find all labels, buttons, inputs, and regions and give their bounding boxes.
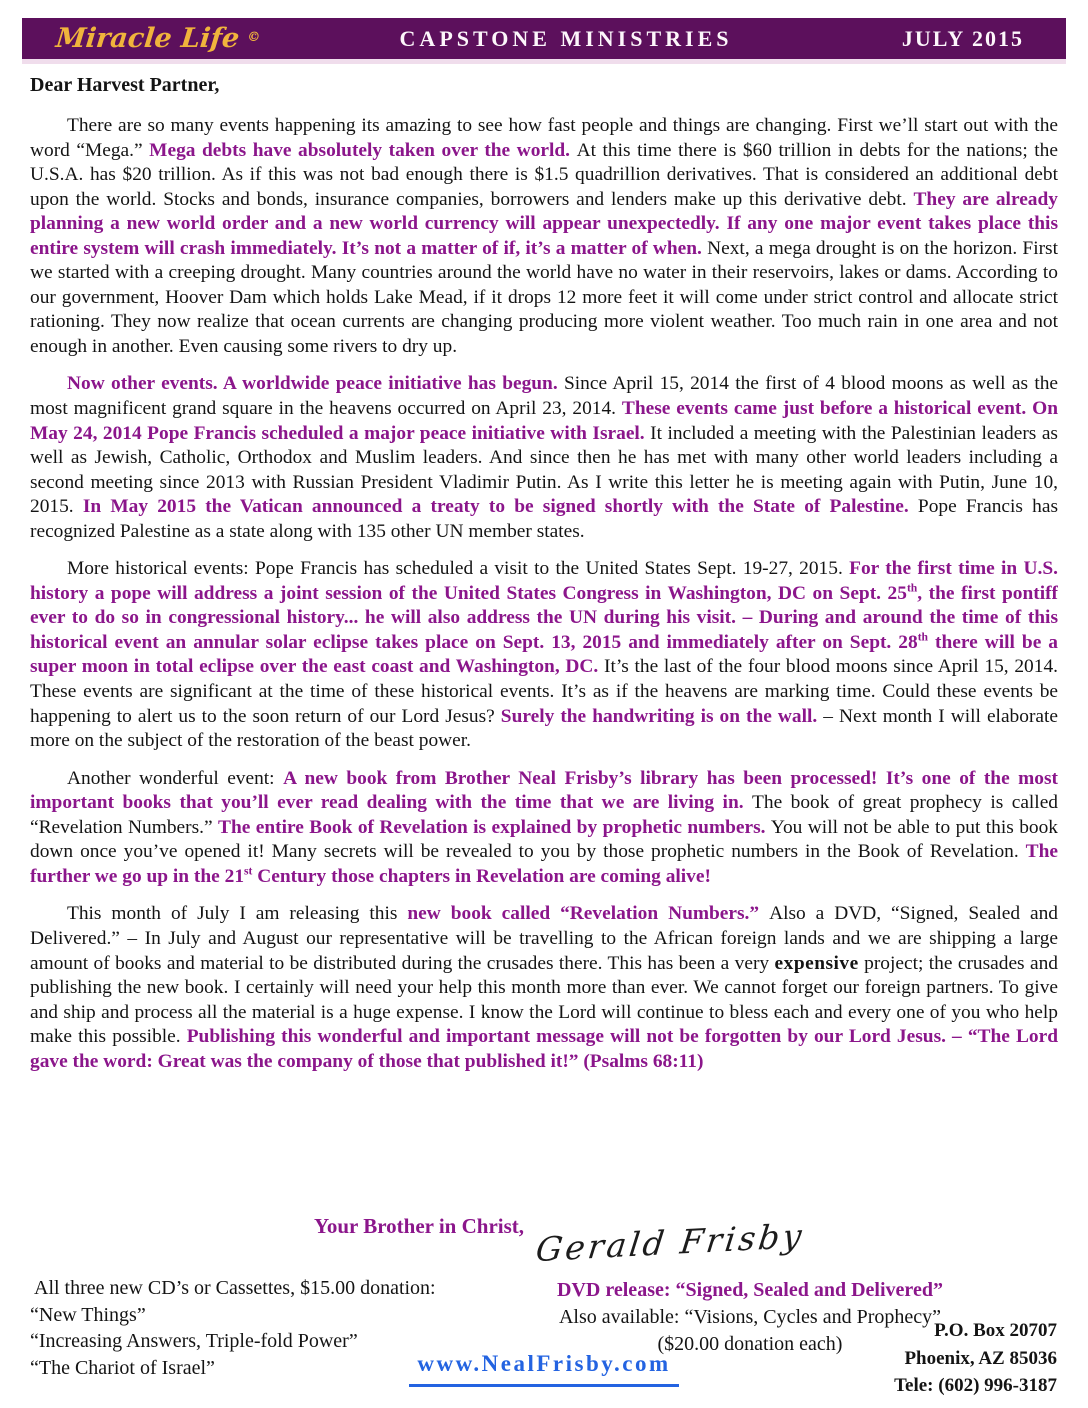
text-run: There are so many events happening its amazing to see how fast people and things are changing. First we’ll start out with the word “Mega.” [30,115,1058,161]
text-run: Since April 15, 2014 the first of 4 blood moons as well as the most magnificent grand square in the heavens occurred on April 23, 2014. [30,373,1058,420]
superscript-run: st [244,864,253,878]
text-run: A new book from Brother Neal Frisby’s library has been processed! It’s one of the most important books that you’ll ever read dealing with the time that we are living in. [30,767,1058,814]
address-line: Phoenix, AZ 85036 [904,1347,1057,1369]
cd-list-line: All three new CD’s or Cassettes, $15.00 donation: [34,1277,436,1299]
signature: Gerald Frisby [533,1215,807,1270]
text-run: It’s the last of the four blood moons since April 15, 2014. These events are significant at the time of these historical events. It’s as if the heavens are marking time. Could these events be happening to alert us to the soon return of our Lord Jesus? [30,656,1058,727]
paragraph [30,114,1058,359]
donation-line: ($20.00 donation each) [657,1333,843,1355]
superscript-run: th [917,630,929,644]
text-run: Also a DVD, “Signed, Sealed and Delivered.” – In July and August our representative will be travelling to the African foreign lands and we are shipping a large amount of books and material to be distributed during the crusades there. This has been a very [30,903,1058,974]
letter-content [30,74,1058,1204]
text-run: new book called “Revelation Numbers.” [407,903,770,925]
text-run: Pope Francis has recognized Palestine as a state along with 135 other UN member states. [30,496,1058,542]
logo-text: Miracle Life [54,23,241,54]
text-run: The further we go up in the 21 [30,841,1058,887]
text-run: They are already planning a new world order and a new world currency will appear unexpectedly. If any one major event takes place this entire system will crash immediately. It’s not a matter of if, it’s a matter of when. [30,188,1058,259]
text-run: Next, a mega drought is on the horizon. First we started with a creeping drought. Many countries around the world have no water in their reservoirs, lakes or dams. According to our government, Hoover Dam which holds Lake Mead, if it drops 12 more feet it will come under strict control and allocate strict rationing. They now realize that ocean currents are changing producing more violent weather. Too much rain in one area and not enough in another. Even causing some rivers to dry up. [30,237,1058,357]
website-link[interactable]: www.NealFrisby.com [409,1351,678,1387]
contact-address [894,1317,1057,1400]
text-run: The entire Book of Revelation is explained by prophetic numbers. [218,816,771,838]
paragraph [30,767,1058,890]
text-run: there will be a super moon in total eclipse over the east coast and Washington, DC. [30,631,1058,678]
text-run: Now other events. A worldwide peace initiative has begun. [67,373,565,395]
copyright-symbol: © [246,30,262,45]
text-run: , the first pontiff ever to do so in congressional history... he will also address the UN during his visit. – During and around the time of this historical event an annular solar eclipse takes place on Sept. 13, 2015 and immediately after on Sept. 28 [30,582,1058,653]
text-run: It included a meeting with the Palestinian leaders as well as Jewish, Catholic, Orthodox and Muslim leaders. And since then he has met with many other world leaders including a second meeting since 2013 with Russian President Vladimir Putin. As I write this letter he is meeting again with Putin, June 10, 2015. [30,422,1058,518]
text-run: This month of July I am releasing this [67,903,408,925]
text-run: You will not be able to put this book down once you’ve opened it! Many secrets will be revealed to you by those prophetic numbers in the Book of Revelation. [30,816,1058,863]
salutation: Dear Harvest Partner, [30,74,220,96]
text-run: More historical events: Pope Francis has scheduled a visit to the United States Sept. 19-27, 2015. [67,558,850,580]
superscript-run: th [906,581,918,595]
cd-list-line: “Increasing Answers, Triple-fold Power” [30,1330,358,1352]
address-line: Tele: (602) 996-3187 [894,1375,1057,1396]
text-run: expensive [774,952,859,974]
address-line: P.O. Box 20707 [934,1320,1057,1341]
cd-list-line: “New Things” [30,1303,146,1326]
text-run: Surely the handwriting is on the wall. [500,705,824,727]
closing-line: Your Brother in Christ, [314,1214,525,1238]
ministry-title: CAPSTONE MINISTRIES [399,25,733,51]
paragraph [30,372,1058,544]
paragraph [30,902,1058,1074]
also-available-line: Also available: “Visions, Cycles and Prophecy” [558,1306,942,1328]
text-run: At this time there is $60 trillion in debts for the nations; the U.S.A. has $20 trillion. As if this was not bad enough there is $1.5 quadrillion derivatives. That is considered an additional debt upon the world. Stocks and bonds, insurance companies, borrowers and lenders make up this derivative debt. [30,139,1058,210]
text-run: Publishing this wonderful and important message will not be forgotten by our Lord Jesus. – “The Lord gave the word: Great was the company of those that published it!” (Psalms 68:11) [30,1026,1058,1072]
text-run: – Next month I will elaborate more on the subject of the restoration of the beast power. [30,705,1058,752]
text-run: Mega debts have absolutely taken over the world. [149,139,577,161]
issue-date: JULY 2015 [901,25,1024,51]
text-run: In May 2015 the Vatican announced a treaty to be signed shortly with the State of Palestine. [82,496,918,518]
cd-list-line: “The Chariot of Israel” [30,1356,215,1379]
dvd-release-line: DVD release: “Signed, Sealed and Delivered” [557,1279,943,1301]
text-run: These events came just before a historical event. On May 24, 2014 Pope Francis scheduled a major peace initiative with Israel. [30,398,1058,444]
letter-body [30,114,1058,1074]
paragraph [30,557,1058,753]
miracle-life-logo [54,23,261,54]
text-run: Century those chapters in Revelation are coming alive! [252,865,711,887]
text-run: The book of great prophecy is called “Revelation Numbers.” [30,792,1058,838]
text-run: project; the crusades and publishing the new book. I certainly will need your help this month more than ever. We cannot forget our foreign partners. To give and ship and process all the material is a huge expense. I know the Lord will continue to bless each and every one of you who help make this possible. [30,952,1058,1048]
footer-section [0,1205,1088,1408]
text-run: For the first time in U.S. history a pope will address a joint session of the United States Congress in Washington, DC on Sept. 25 [30,558,1058,604]
header-bar [22,18,1066,64]
text-run: Another wonderful event: [67,767,284,789]
